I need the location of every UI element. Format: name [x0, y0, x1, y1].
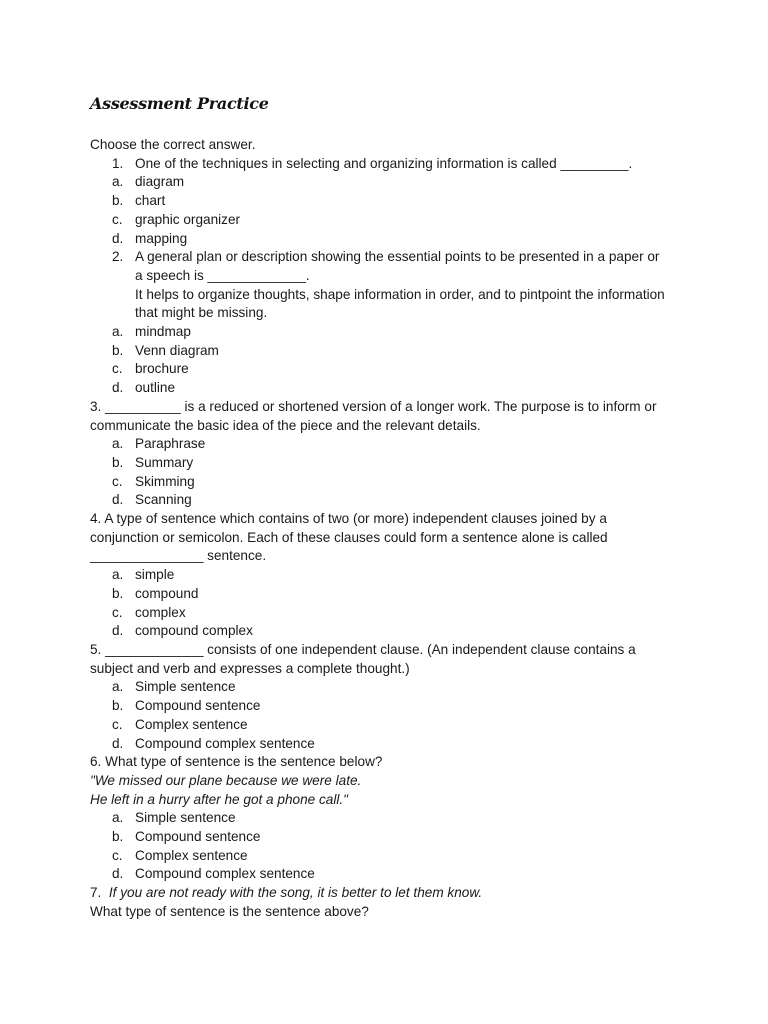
option-text: Compound complex sentence	[135, 735, 315, 751]
answer-option[interactable]	[90, 192, 690, 211]
instruction-text: Choose the correct answer.	[90, 137, 256, 152]
answer-option[interactable]	[90, 697, 690, 716]
option-letter: b.	[112, 193, 124, 209]
option-letter: b.	[112, 698, 124, 714]
option-letter: d.	[112, 380, 124, 396]
option-letter: c.	[112, 473, 123, 489]
option-text: Summary	[135, 454, 194, 470]
answer-option[interactable]	[90, 566, 690, 585]
example-sentence: If you are not ready with the song, it is better to let them know.	[108, 885, 483, 901]
option-letter: b.	[112, 829, 124, 845]
option-letter: d.	[112, 230, 124, 246]
option-letter: a.	[112, 174, 124, 190]
question-4: 4. A type of sentence which contains of two (or more) independent clauses joined by a	[90, 511, 607, 527]
option-text: mapping	[135, 230, 188, 246]
answer-option[interactable]	[90, 716, 690, 735]
question-number: 7.	[90, 885, 102, 901]
option-text: diagram	[135, 174, 185, 190]
option-text: compound	[135, 585, 199, 601]
answer-option[interactable]	[90, 865, 690, 884]
example-sentence: "We missed our plane because we were late.	[90, 772, 362, 788]
answer-option[interactable]	[90, 360, 690, 379]
option-text: Complex sentence	[135, 716, 248, 732]
answer-option[interactable]	[90, 342, 690, 361]
option-letter: c.	[112, 211, 123, 227]
question-text-continued: conjunction or semicolon. Each of these clauses could form a sentence alone is called	[90, 529, 608, 545]
option-text: graphic organizer	[135, 211, 241, 227]
answer-option[interactable]	[90, 323, 690, 342]
question-text-continued: a speech is _____________.	[135, 267, 310, 283]
answer-option[interactable]	[90, 622, 690, 641]
answer-option[interactable]	[90, 211, 690, 230]
options-list-q6	[90, 809, 690, 884]
question-2	[90, 248, 690, 267]
option-letter: b.	[112, 454, 124, 470]
answer-option[interactable]	[90, 173, 690, 192]
question-text: A general plan or description showing the essential points to be presented in a paper or	[135, 249, 660, 265]
option-text: chart	[135, 193, 166, 209]
options-list-q5	[90, 678, 690, 753]
option-text: mindmap	[135, 324, 191, 340]
answer-option[interactable]	[90, 735, 690, 754]
question-1	[90, 155, 690, 174]
option-text: Scanning	[135, 492, 192, 508]
question-7	[90, 884, 690, 903]
option-text: Simple sentence	[135, 679, 236, 695]
option-text: Compound complex sentence	[135, 866, 315, 882]
option-text: Skimming	[135, 473, 195, 489]
option-text: compound complex	[135, 623, 253, 639]
option-letter: c.	[112, 716, 123, 732]
question-text: One of the techniques in selecting and organizing information is called _________.	[135, 155, 633, 171]
option-text: complex	[135, 604, 186, 620]
question-5: 5. _____________ consists of one independent clause. (An independent clause contains a	[90, 641, 636, 657]
question-number: 2.	[112, 249, 124, 265]
option-text: Compound sentence	[135, 698, 261, 714]
question-content	[90, 136, 690, 922]
answer-option[interactable]	[90, 604, 690, 623]
option-letter: a.	[112, 436, 124, 452]
question-number: 1.	[112, 155, 124, 171]
answer-option[interactable]	[90, 809, 690, 828]
option-letter: c.	[112, 361, 123, 377]
answer-option[interactable]	[90, 230, 690, 249]
answer-option[interactable]	[90, 473, 690, 492]
question-text-continued: that might be missing.	[135, 305, 268, 321]
option-letter: b.	[112, 342, 124, 358]
option-text: Simple sentence	[135, 810, 236, 826]
option-letter: b.	[112, 585, 124, 601]
question-3: 3. __________ is a reduced or shortened version of a longer work. The purpose is to inform or	[90, 398, 657, 414]
options-list-q2	[90, 323, 690, 398]
question-text-continued: communicate the basic idea of the piece and the relevant details.	[90, 417, 481, 433]
options-list-q1	[90, 173, 690, 248]
option-text: outline	[135, 380, 176, 396]
option-text: Venn diagram	[135, 342, 219, 358]
option-letter: a.	[112, 324, 124, 340]
option-letter: d.	[112, 866, 124, 882]
question-text-continued: subject and verb and expresses a complete thought.)	[90, 660, 410, 676]
options-list-q3	[90, 435, 690, 510]
example-sentence: He left in a hurry after he got a phone call."	[90, 791, 348, 807]
options-list-q4	[90, 566, 690, 641]
answer-option[interactable]	[90, 491, 690, 510]
option-letter: d.	[112, 492, 124, 508]
option-text: Complex sentence	[135, 847, 248, 863]
question-text-continued: It helps to organize thoughts, shape information in order, and to pintpoint the information	[135, 286, 665, 302]
question-text-continued: _______________ sentence.	[90, 548, 267, 564]
option-letter: d.	[112, 735, 124, 751]
option-text: simple	[135, 567, 175, 583]
page-title: Assessment Practice	[90, 94, 269, 113]
option-letter: d.	[112, 623, 124, 639]
answer-option[interactable]	[90, 454, 690, 473]
answer-option[interactable]	[90, 435, 690, 454]
answer-option[interactable]	[90, 828, 690, 847]
option-letter: c.	[112, 847, 123, 863]
option-letter: a.	[112, 567, 124, 583]
answer-option[interactable]	[90, 678, 690, 697]
answer-option[interactable]	[90, 379, 690, 398]
option-letter: c.	[112, 604, 123, 620]
answer-option[interactable]	[90, 585, 690, 604]
option-text: Compound sentence	[135, 829, 261, 845]
option-text: Paraphrase	[135, 436, 206, 452]
answer-option[interactable]	[90, 847, 690, 866]
question-6: 6. What type of sentence is the sentence below?	[90, 754, 383, 770]
question-text: What type of sentence is the sentence above?	[90, 903, 369, 919]
option-letter: a.	[112, 810, 124, 826]
option-letter: a.	[112, 679, 124, 695]
option-text: brochure	[135, 361, 189, 377]
